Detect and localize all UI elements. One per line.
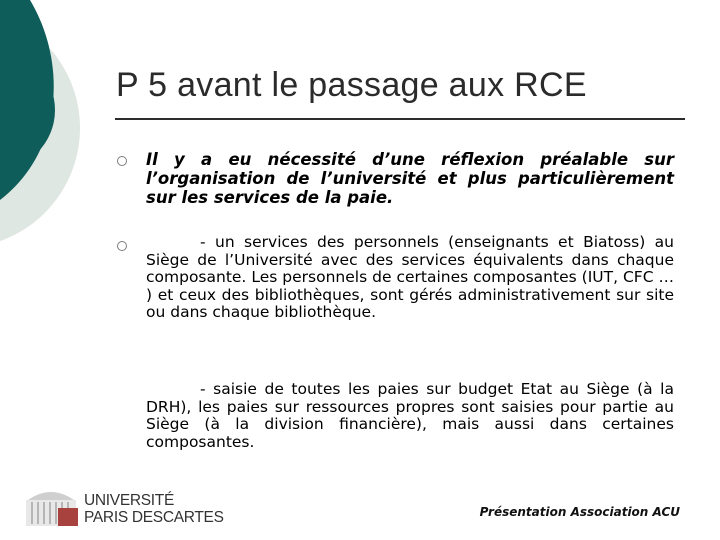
footer-text: Présentation Association ACU: [479, 505, 680, 519]
bullet-paragraph-2-text: - un services des personnels (enseignants et Biatoss) au Siège de l’Université avec des services équivalents dans chaque composante. Les personnels de certaines composantes (IUT, CFC … ) et ceux des bibliothèques, sont gérés administrativement sur site ou dans chaque bibliothèque.: [146, 233, 674, 321]
logo-text: [84, 492, 224, 526]
bullet-paragraph-2: [146, 234, 674, 322]
logo-line-1: UNIVERSITÉ: [84, 492, 175, 509]
bullet-paragraph-1: Il y a eu nécessité d’une réflexion préalable sur l’organisation de l’université et plus particulièrement sur les services de la paie.: [146, 150, 674, 207]
bullet-circle-icon: [117, 156, 127, 166]
decorative-teal-shape: [0, 0, 80, 260]
slide-title: P 5 avant le passage aux RCE: [116, 66, 587, 104]
sorbonne-building-icon: [26, 492, 78, 526]
logo-line-2: PARIS DESCARTES: [84, 509, 224, 526]
continuation-paragraph: [146, 381, 674, 451]
bullet-circle-icon: [117, 241, 127, 251]
title-divider: [115, 118, 685, 120]
continuation-paragraph-text: - saisie de toutes les paies sur budget Etat au Siège (à la DRH), les paies sur ressources propres sont saisies pour partie au Siège (à la division financière), mais aussi dans certaines composantes.: [146, 380, 674, 451]
